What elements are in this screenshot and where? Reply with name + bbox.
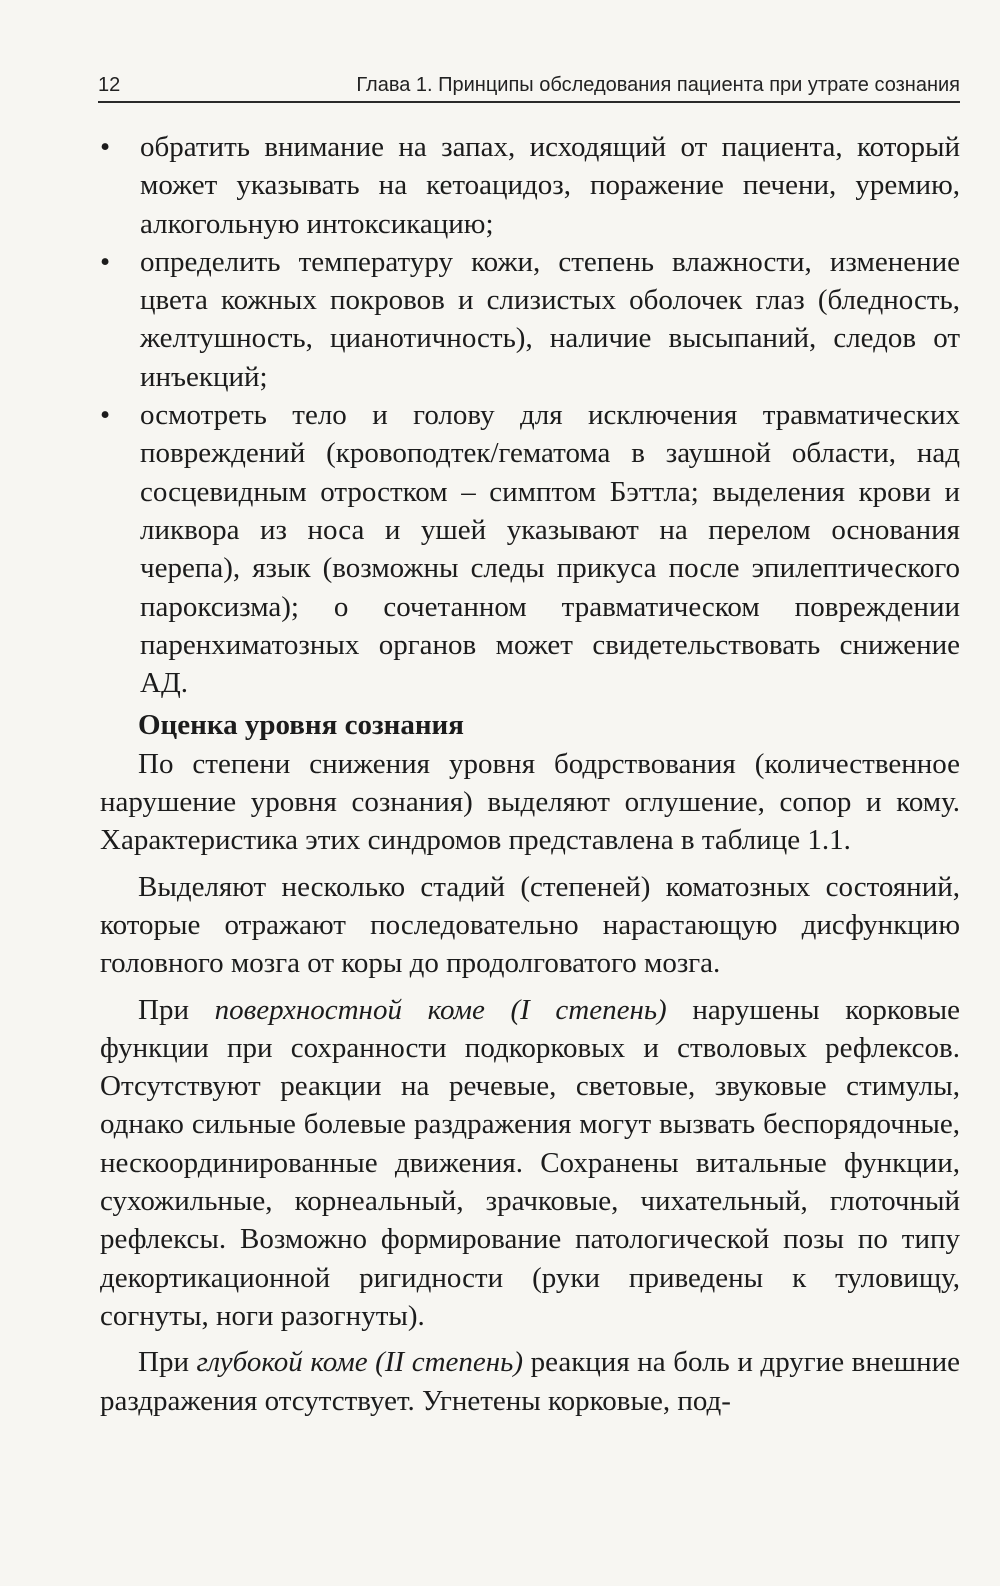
paragraph-lead: При: [138, 1346, 197, 1379]
bullet-icon: •: [100, 245, 111, 278]
list-item: [100, 128, 960, 243]
page-number: 12: [98, 74, 121, 96]
bullet-text: обратить внимание на запах, исходящий от пациента, который может указывать на кетоацидоз, поражение печени, уремию, алкогольную интоксикацию;: [140, 131, 960, 240]
bullet-icon: •: [100, 131, 111, 163]
header-rule: [98, 101, 960, 103]
paragraph: Выделяют несколько стадий (степеней) коматозных состояний, которые отражают последовательно нарастающую дисфункцию головного мозга от коры до продолговатого мозга.: [100, 870, 960, 980]
running-head: [98, 70, 960, 100]
list-item: [100, 243, 960, 396]
section-heading: Оценка уровня сознания: [138, 709, 464, 742]
list-item: [100, 396, 960, 702]
body-text: [100, 128, 960, 1420]
paragraph: По степени снижения уровня бодрствования (количественное нарушение уровня сознания) выделяют оглушение, сопор и кому. Характеристика этих синдромов представлена в таблице 1.1.: [100, 747, 960, 857]
paragraph: [100, 1343, 960, 1420]
chapter-title: Глава 1. Принципы обследования пациента при утрате сознания: [356, 74, 960, 96]
bullet-list: [100, 128, 960, 702]
paragraph-body: нарушены корковые функции при сохранности подкорковых и стволовых рефлексов. Отсутствуют реакции на речевые, световые, звуковые стимулы, однако сильные болевые раздражения могут вызвать беспорядочные, нескоординированные движения. Сохранены витальные функции, сухожильные, корнеальный, зрачковые, чихательный, глоточный рефлексы. Возможно формирование патологической позы по типу декортикационной ригидности (руки приведены к туловищу, согнуты, ноги разогнуты).: [100, 993, 960, 1332]
bullet-icon: •: [100, 399, 111, 432]
paragraph-body: реакция на боль и другие внешние раздражения отсутствует. Угнетены корковые, под-: [100, 1346, 960, 1417]
paragraph-lead: При: [138, 993, 215, 1026]
paragraph: [100, 991, 960, 1336]
bullet-text: осмотреть тело и голову для исключения травматических повреждений (кровоподтек/гематома в заушной области, над сосцевидным отростком – симптом Бэттла; выделения крови и ликвора из носа и ушей указывают на перелом основания черепа), язык (возможны следы прикуса после эпилептического пароксизма); о сочетанном травматическом повреждении паренхиматозных органов может свидетельствовать снижение АД.: [140, 399, 960, 700]
italic-term: поверхностной коме (I степень): [214, 993, 667, 1026]
italic-term: глубокой коме (II степень): [196, 1346, 524, 1379]
bullet-text: определить температуру кожи, степень влажности, изменение цвета кожных покровов и слизистых оболочек глаз (бледность, желтушность, цианотичность), наличие высыпаний, следов от инъекций;: [140, 245, 960, 393]
